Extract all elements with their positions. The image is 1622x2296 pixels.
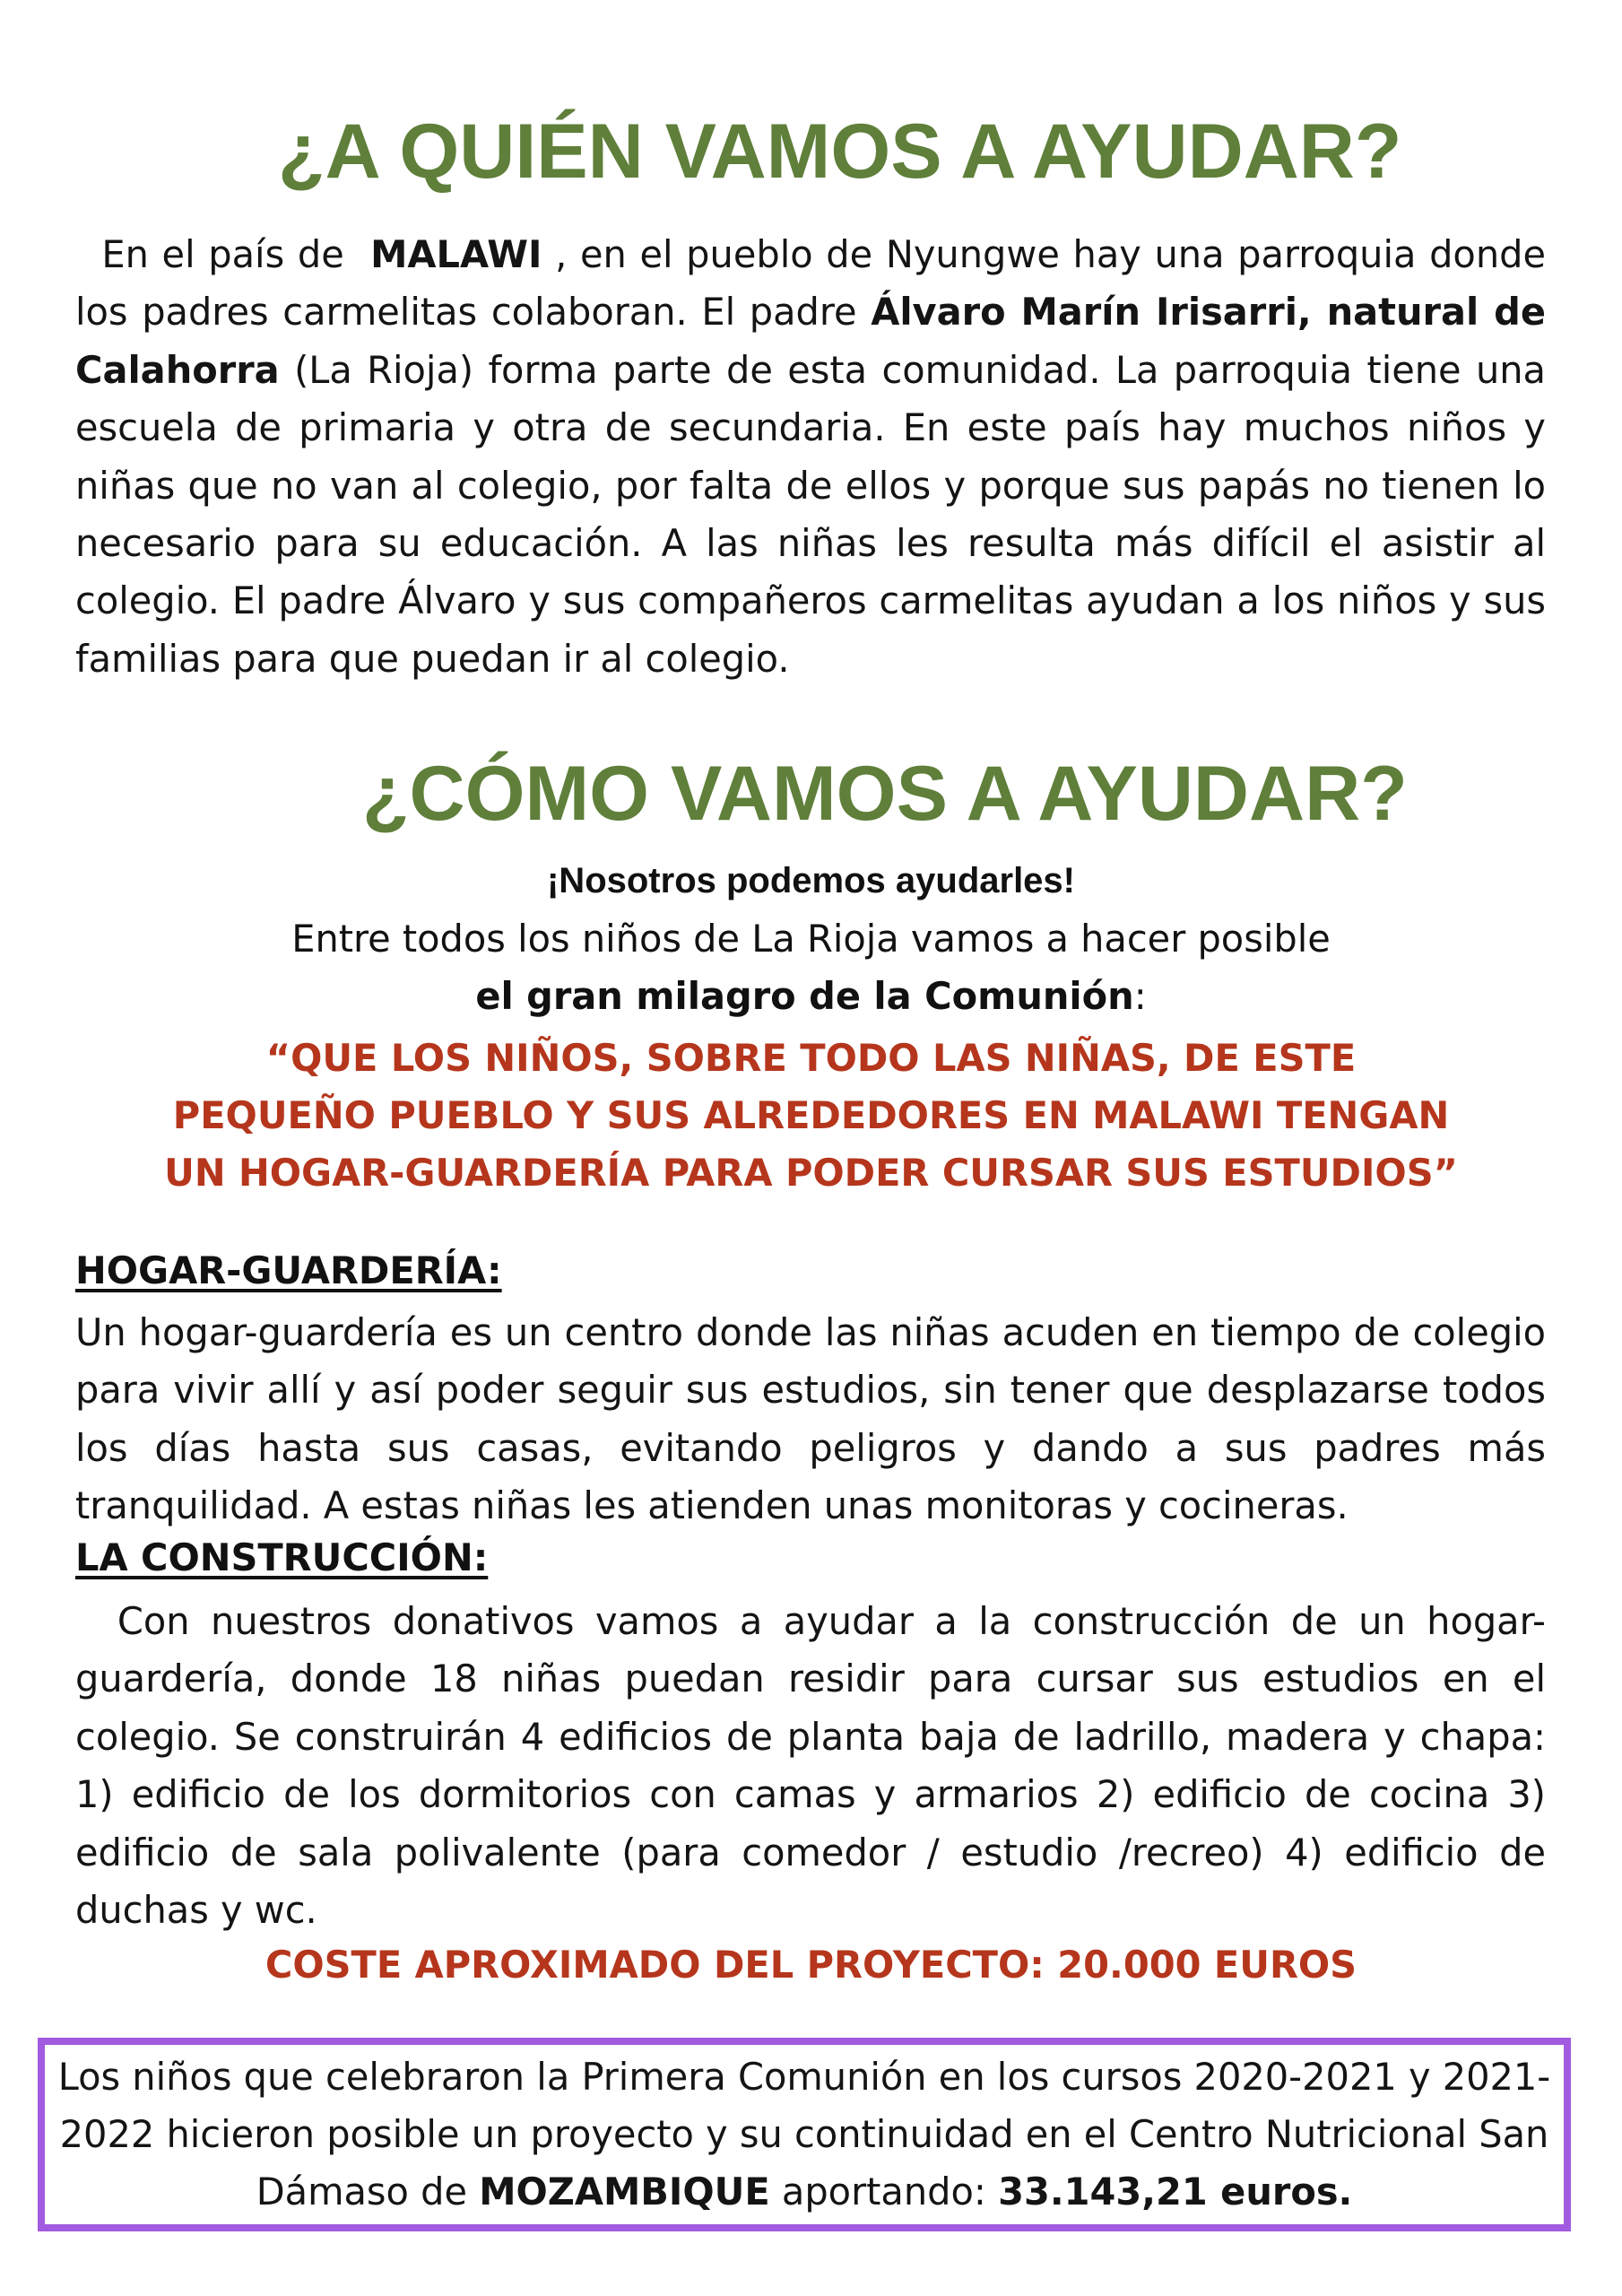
construccion-paragraph — [75, 1593, 1546, 1939]
milagro-colon: : — [1133, 974, 1147, 1018]
project-cost: COSTE APROXIMADO DEL PROYECTO: 20.000 EUROS — [265, 1943, 1357, 1987]
quote-line: “QUE LOS NIÑOS, SOBRE TODO LAS NIÑAS, DE ESTE — [265, 1036, 1357, 1080]
country-malawi: MALAWI — [370, 232, 542, 276]
intro-paragraph — [75, 226, 1546, 688]
intro-text-a: En el país de — [101, 232, 344, 276]
box-text-a: Los niños que celebraron la Primera Comunión en los cursos 2020-2021 y 2021-2022 hicieron posible un proyecto y su continuidad en el Centro Nutricional San Dámaso de — [57, 2055, 1551, 2213]
heading-who: ¿A QUIÉN VAMOS A AYUDAR? — [278, 109, 1402, 195]
construccion-title: LA CONSTRUCCIÓN: — [75, 1535, 489, 1579]
hogar-title: HOGAR-GUARDERÍA: — [75, 1248, 502, 1292]
intro-text-b: , en el pueblo de Nyungwe hay una parroquia donde los padres carmelitas colaboran. El padre — [75, 232, 1546, 335]
box-text-b: aportando: — [781, 2170, 986, 2213]
intro-text-c: (La Rioja) forma parte de esta comunidad. La parroquia tiene una escuela de primaria y otra de secundaria. En este país hay muchos niños y niñas que no van al colegio, por falta de ellos y porque sus papás no tienen lo necesario para su educación. A las niñas les resulta más difícil el asistir al colegio. El padre Álvaro y sus compañeros carmelitas ayudan a los niños y sus familias para que puedan ir al colegio. — [75, 347, 1546, 681]
quote-line: UN HOGAR-GUARDERÍA PARA PODER CURSAR SUS ESTUDIOS” — [164, 1151, 1458, 1195]
heading-how: ¿CÓMO VAMOS A AYUDAR? — [362, 751, 1408, 837]
milagro-bold: el gran milagro de la Comunión — [475, 974, 1134, 1018]
quote-line: PEQUEÑO PUEBLO Y SUS ALREDEDORES EN MALAWI TENGAN — [172, 1093, 1450, 1137]
lead-text: Entre todos los niños de La Rioja vamos a hacer posible — [291, 917, 1331, 961]
goal-quote — [0, 1030, 1622, 1202]
lead-exclaim: ¡Nosotros podemos ayudarles! — [546, 861, 1075, 900]
priest-name: Álvaro Marín Irisarri, natural de Calahorra — [75, 290, 1546, 392]
construccion-text: Con nuestros donativos vamos a ayudar a la construcción de un hogar-guardería, donde 18 niñas puedan residir para cursar sus estudios en el colegio. Se construirán 4 edificios de planta baja de ladrillo, madera y chapa: 1) edificio de los dormitorios con camas y armarios 2) edificio de cocina 3) edificio de sala polivalente (para comedor / estudio /recreo) 4) edificio de duchas y wc. — [75, 1599, 1546, 1933]
previous-project-text — [45, 2048, 1564, 2221]
donation-amount: 33.143,21 euros. — [998, 2170, 1353, 2213]
country-mozambique: MOZAMBIQUE — [479, 2170, 770, 2213]
lead-milagro — [0, 974, 1622, 1018]
hogar-paragraph: Un hogar-guardería es un centro donde las niñas acuden en tiempo de colegio para vivir allí y así poder seguir sus estudios, sin tener que desplazarse todos los días hasta sus casas, evitando peligros y dando a sus padres más tranquilidad. A estas niñas les atienden unas monitoras y cocineras. — [75, 1310, 1546, 1528]
previous-project-box — [38, 2038, 1571, 2231]
